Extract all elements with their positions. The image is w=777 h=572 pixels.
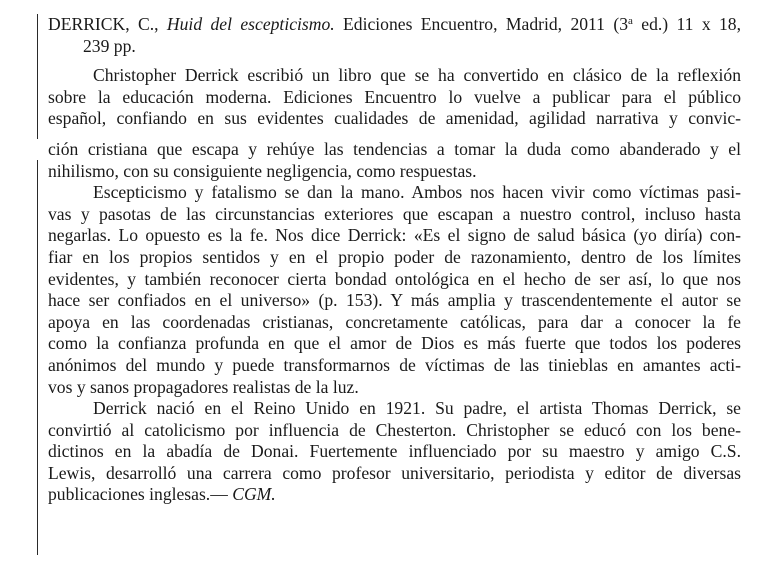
citation-pages: 239 pp. <box>83 35 136 56</box>
paragraph-3-line: Lewis, desarrolló una carrera como profesor universitario, periodista y editor de diversas <box>48 462 741 483</box>
paragraph-3-line: Derrick nació en el Reino Unido en 1921. Su padre, el artista Thomas Derrick, se <box>93 398 741 419</box>
paragraph-2-line: apoya en las coordenadas cristianas, concretamente católicas, para dar a conocer la fe <box>48 311 741 332</box>
margin-rule-bottom <box>37 160 38 555</box>
paragraph-1-line: ción cristiana que escapa y rehúye las tendencias a tomar la duda como abanderado y el <box>48 138 741 159</box>
citation-publisher: Ediciones Encuentro, Madrid, 2011 (3 <box>343 14 629 34</box>
citation-publisher-rest: ed.) 11 x 18, <box>632 14 742 34</box>
citation-line <box>48 14 741 36</box>
paragraph-2-line: como la confianza profunda en que el amor de Dios es más fuerte que todos los poderes <box>48 333 741 354</box>
paragraph-3-closing-text: publicaciones inglesas.— <box>48 484 233 505</box>
paragraph-3-line: dictinos en la abadía de Donai. Fuertemente influenciado por su maestro y amigo C.S. <box>48 441 741 462</box>
paragraph-2-line: vas y pasotas de las circunstancias exteriores que escapan a nuestro control, incluso hasta <box>48 203 741 224</box>
reviewer-signature: CGM. <box>232 484 276 505</box>
paragraph-2-line: evidentes, y también reconocer cierta bondad ontológica en el hecho de ser así, lo que nos <box>48 268 741 289</box>
citation-author: DERRICK, C., <box>48 14 159 34</box>
paragraph-2-line: hace ser confiados en el universo» (p. 153). Y más amplia y trascendentemente el autor se <box>48 290 741 311</box>
paragraph-2-line: anónimos del mundo y puede transformarnos de víctimas de las tinieblas en amantes acti- <box>48 354 741 375</box>
paragraph-2-line: Escepticismo y fatalismo se dan la mano. Ambos nos hacen vivir como víctimas pasi- <box>93 182 741 203</box>
paragraph-1-line: sobre la educación moderna. Ediciones Encuentro lo vuelve a publicar para el público <box>48 86 741 107</box>
paragraph-2-line: fiar en los propios sentidos y en el propio poder de razonamiento, dentro de los límites <box>48 246 741 267</box>
paragraph-1-line: nihilismo, con su consiguiente negligencia, como respuestas. <box>48 160 477 181</box>
paragraph-3-last-line <box>48 484 741 506</box>
paragraph-2-line: vos y sanos propagadores realistas de la luz. <box>48 376 359 397</box>
paragraph-1-line: Christopher Derrick escribió un libro que se ha convertido en clásico de la reflexión <box>93 65 741 86</box>
paragraph-3-line: convirtió al catolicismo por influencia de Chesterton. Christopher se educó con los bene- <box>48 419 741 440</box>
margin-rule-top <box>37 14 38 139</box>
citation-edition-superscript: a <box>628 15 633 27</box>
paragraph-2-line: negarlas. Lo opuesto es la fe. Nos dice Derrick: «Es el signo de salud básica (yo diría) con- <box>48 225 741 246</box>
citation-title: Huid del escepticismo. <box>166 14 335 34</box>
paragraph-1-line: español, confiando en sus evidentes cualidades de amenidad, agilidad narrativa y convic- <box>48 108 741 129</box>
review-text <box>48 14 741 506</box>
